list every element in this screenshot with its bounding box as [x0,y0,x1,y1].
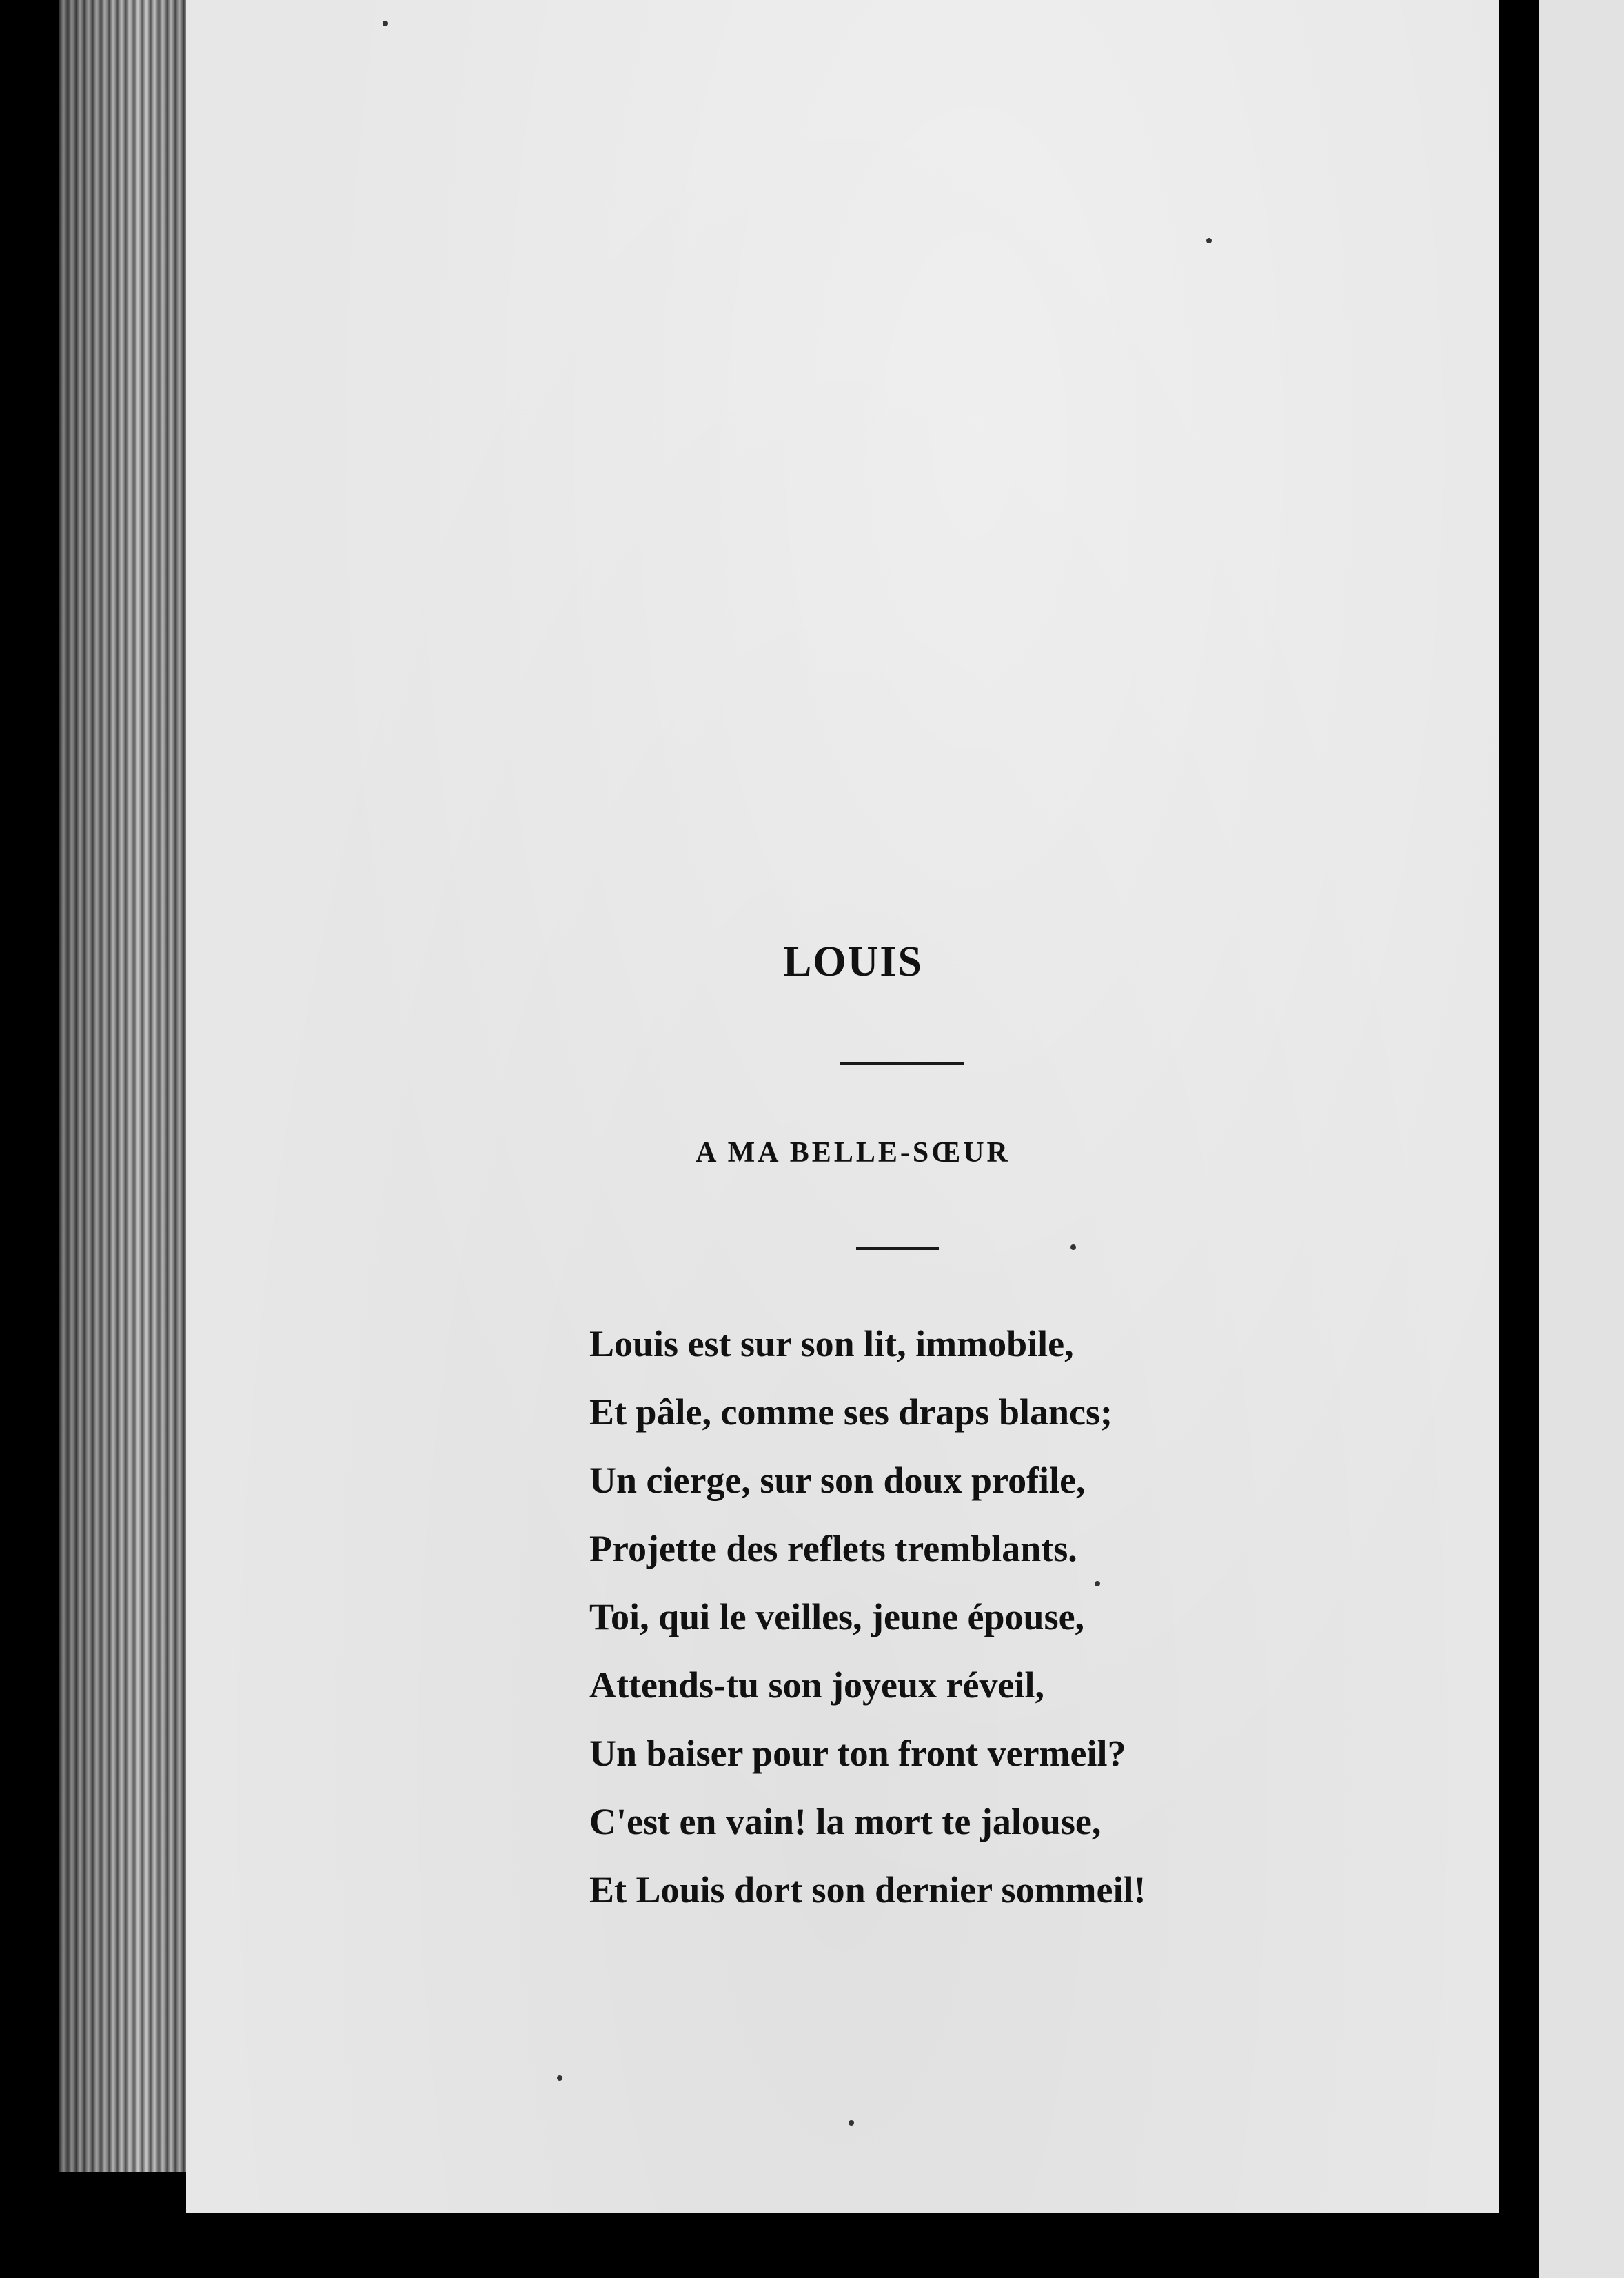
poem-line: Un baiser pour ton front vermeil? [589,1733,1126,1774]
poem-dedication: A MA BELLE-SŒUR [696,1137,1011,1169]
poem-line: C'est en vain! la mort te jalouse, [589,1801,1102,1842]
ink-speck [849,2120,854,2126]
poem-line: Projette des reflets tremblants. [589,1528,1077,1569]
facing-page-edge [1539,0,1624,2278]
poem-line: Et Louis dort son dernier sommeil! [589,1869,1146,1911]
poem-line: Toi, qui le veilles, jeune épouse, [589,1596,1085,1637]
dedication-divider [856,1247,939,1250]
poem-line: Un cierge, sur son doux profile, [589,1460,1086,1501]
ink-speck [557,2075,562,2081]
poem-body [589,1310,1417,1924]
book-page-edges [59,0,197,2172]
ink-speck [1095,1581,1100,1586]
ink-speck [1206,238,1212,243]
ink-speck [1070,1244,1076,1250]
title-divider [840,1062,964,1065]
ink-speck [383,21,388,26]
book-page [186,0,1499,2213]
poem-title: LOUIS [783,938,923,985]
poem-line: Louis est sur son lit, immobile, [589,1323,1074,1364]
poem-line: Et pâle, comme ses draps blancs; [589,1391,1113,1433]
poem-line: Attends-tu son joyeux réveil, [589,1664,1044,1706]
